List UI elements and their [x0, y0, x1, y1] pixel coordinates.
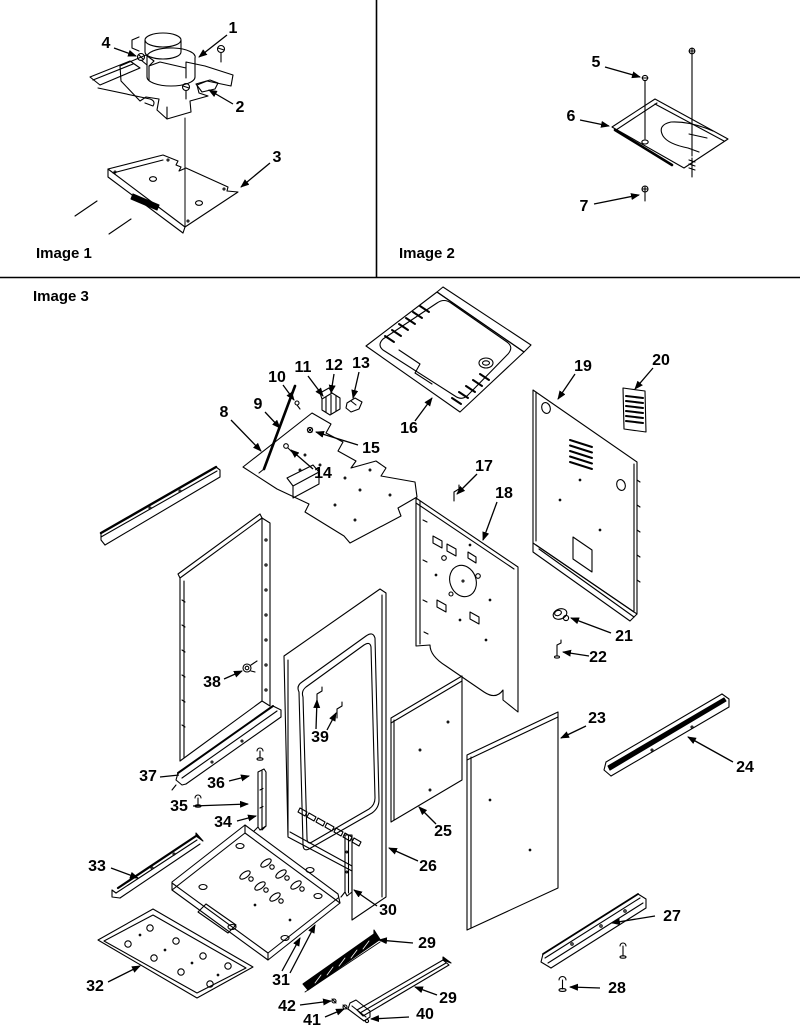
- image3-label: Image 3: [33, 288, 89, 305]
- callout-image1-4: 4: [101, 35, 111, 52]
- inner-back-panel-part18: [416, 498, 518, 712]
- dark-rail-part29a: [303, 930, 381, 992]
- callout-image3-19: 19: [574, 358, 592, 375]
- top-panel-part16: [366, 287, 531, 412]
- gas-tube-part9: [259, 386, 295, 473]
- callout-image2-7: 7: [579, 198, 589, 215]
- callout-image3-40: 40: [416, 1006, 434, 1023]
- fastener-part38: [243, 661, 257, 672]
- callout-image3-28: 28: [608, 980, 626, 997]
- bottom-left-rail-part33: [112, 833, 203, 898]
- callout-image3-17: 17: [475, 458, 493, 475]
- callout-image3-12: 12: [325, 357, 343, 374]
- image2-bracket-part6: [612, 99, 728, 168]
- panel-divider-lines: [0, 0, 800, 278]
- callout-image3-10: 10: [268, 369, 286, 386]
- image1-label: Image 1: [36, 245, 92, 262]
- callout-image3-42: 42: [278, 998, 296, 1015]
- callout-image3-27: 27: [663, 908, 681, 925]
- callout-image3-39: 39: [311, 729, 329, 746]
- callout-image3-21: 21: [615, 628, 633, 645]
- vent-grille-part20: [623, 388, 646, 432]
- callout-image3-29: 29: [439, 990, 457, 1007]
- callout-image3-25: 25: [434, 823, 452, 840]
- callout-image3-20: 20: [652, 352, 670, 369]
- callout-image3-31: 31: [272, 972, 290, 989]
- upper-left-rail: [101, 467, 220, 545]
- callout-image3-37: 37: [139, 768, 157, 785]
- callout-image3-24: 24: [736, 759, 754, 776]
- callout-image3-34: 34: [214, 814, 232, 831]
- rail-part29b: [357, 957, 451, 1016]
- screw-part28: [559, 977, 566, 992]
- callout-image1-1: 1: [228, 20, 238, 37]
- callout-image3-35: 35: [170, 798, 188, 815]
- image1-motor-assembly: [90, 33, 233, 227]
- callout-image1-3: 3: [272, 149, 282, 166]
- callout-image3-16: 16: [400, 420, 418, 437]
- screw-part22: [555, 640, 562, 658]
- front-frame-part26: [284, 589, 386, 920]
- side-trim-rail-part24: [604, 694, 729, 776]
- callout-image3-14: 14: [314, 465, 332, 482]
- callout-image3-11: 11: [294, 359, 312, 376]
- front-trim-bracket-part34: [254, 769, 266, 831]
- callout-image1-2: 2: [235, 99, 245, 116]
- grommet-part21: [552, 607, 569, 621]
- callout-image3-29: 29: [418, 935, 436, 952]
- callout-image2-5: 5: [591, 54, 601, 71]
- outer-side-panel-part23: [467, 712, 558, 930]
- bottom-trim-rail-part27: [541, 894, 646, 968]
- image1-base-plate-part3: [75, 155, 238, 234]
- callout-image3-26: 26: [419, 858, 437, 875]
- image2-screws: [642, 48, 695, 201]
- callout-image3-8: 8: [219, 404, 229, 421]
- screw-near-27: [620, 943, 626, 958]
- callout-image3-41: 41: [303, 1012, 321, 1029]
- callout-image3-30: 30: [379, 902, 397, 919]
- left-side-panel: [178, 514, 270, 761]
- callout-image2-6: 6: [566, 108, 576, 125]
- callout-image3-9: 9: [253, 396, 263, 413]
- image2-label: Image 2: [399, 245, 455, 262]
- callout-image3-22: 22: [589, 649, 607, 666]
- callout-image3-18: 18: [495, 485, 513, 502]
- callout-image3-15: 15: [362, 440, 380, 457]
- keyhole-slots: [238, 857, 304, 903]
- callout-image3-13: 13: [352, 355, 370, 372]
- callout-image3-23: 23: [588, 710, 606, 727]
- callout-image3-33: 33: [88, 858, 106, 875]
- callout-image3-38: 38: [203, 674, 221, 691]
- screw-part36: [257, 748, 263, 760]
- callout-image3-32: 32: [86, 978, 104, 995]
- callout-image3-36: 36: [207, 775, 225, 792]
- inner-side-panel-part25: [391, 676, 462, 822]
- left-bottom-rail-part37: [172, 706, 281, 790]
- bottom-panel-part32: [98, 909, 253, 998]
